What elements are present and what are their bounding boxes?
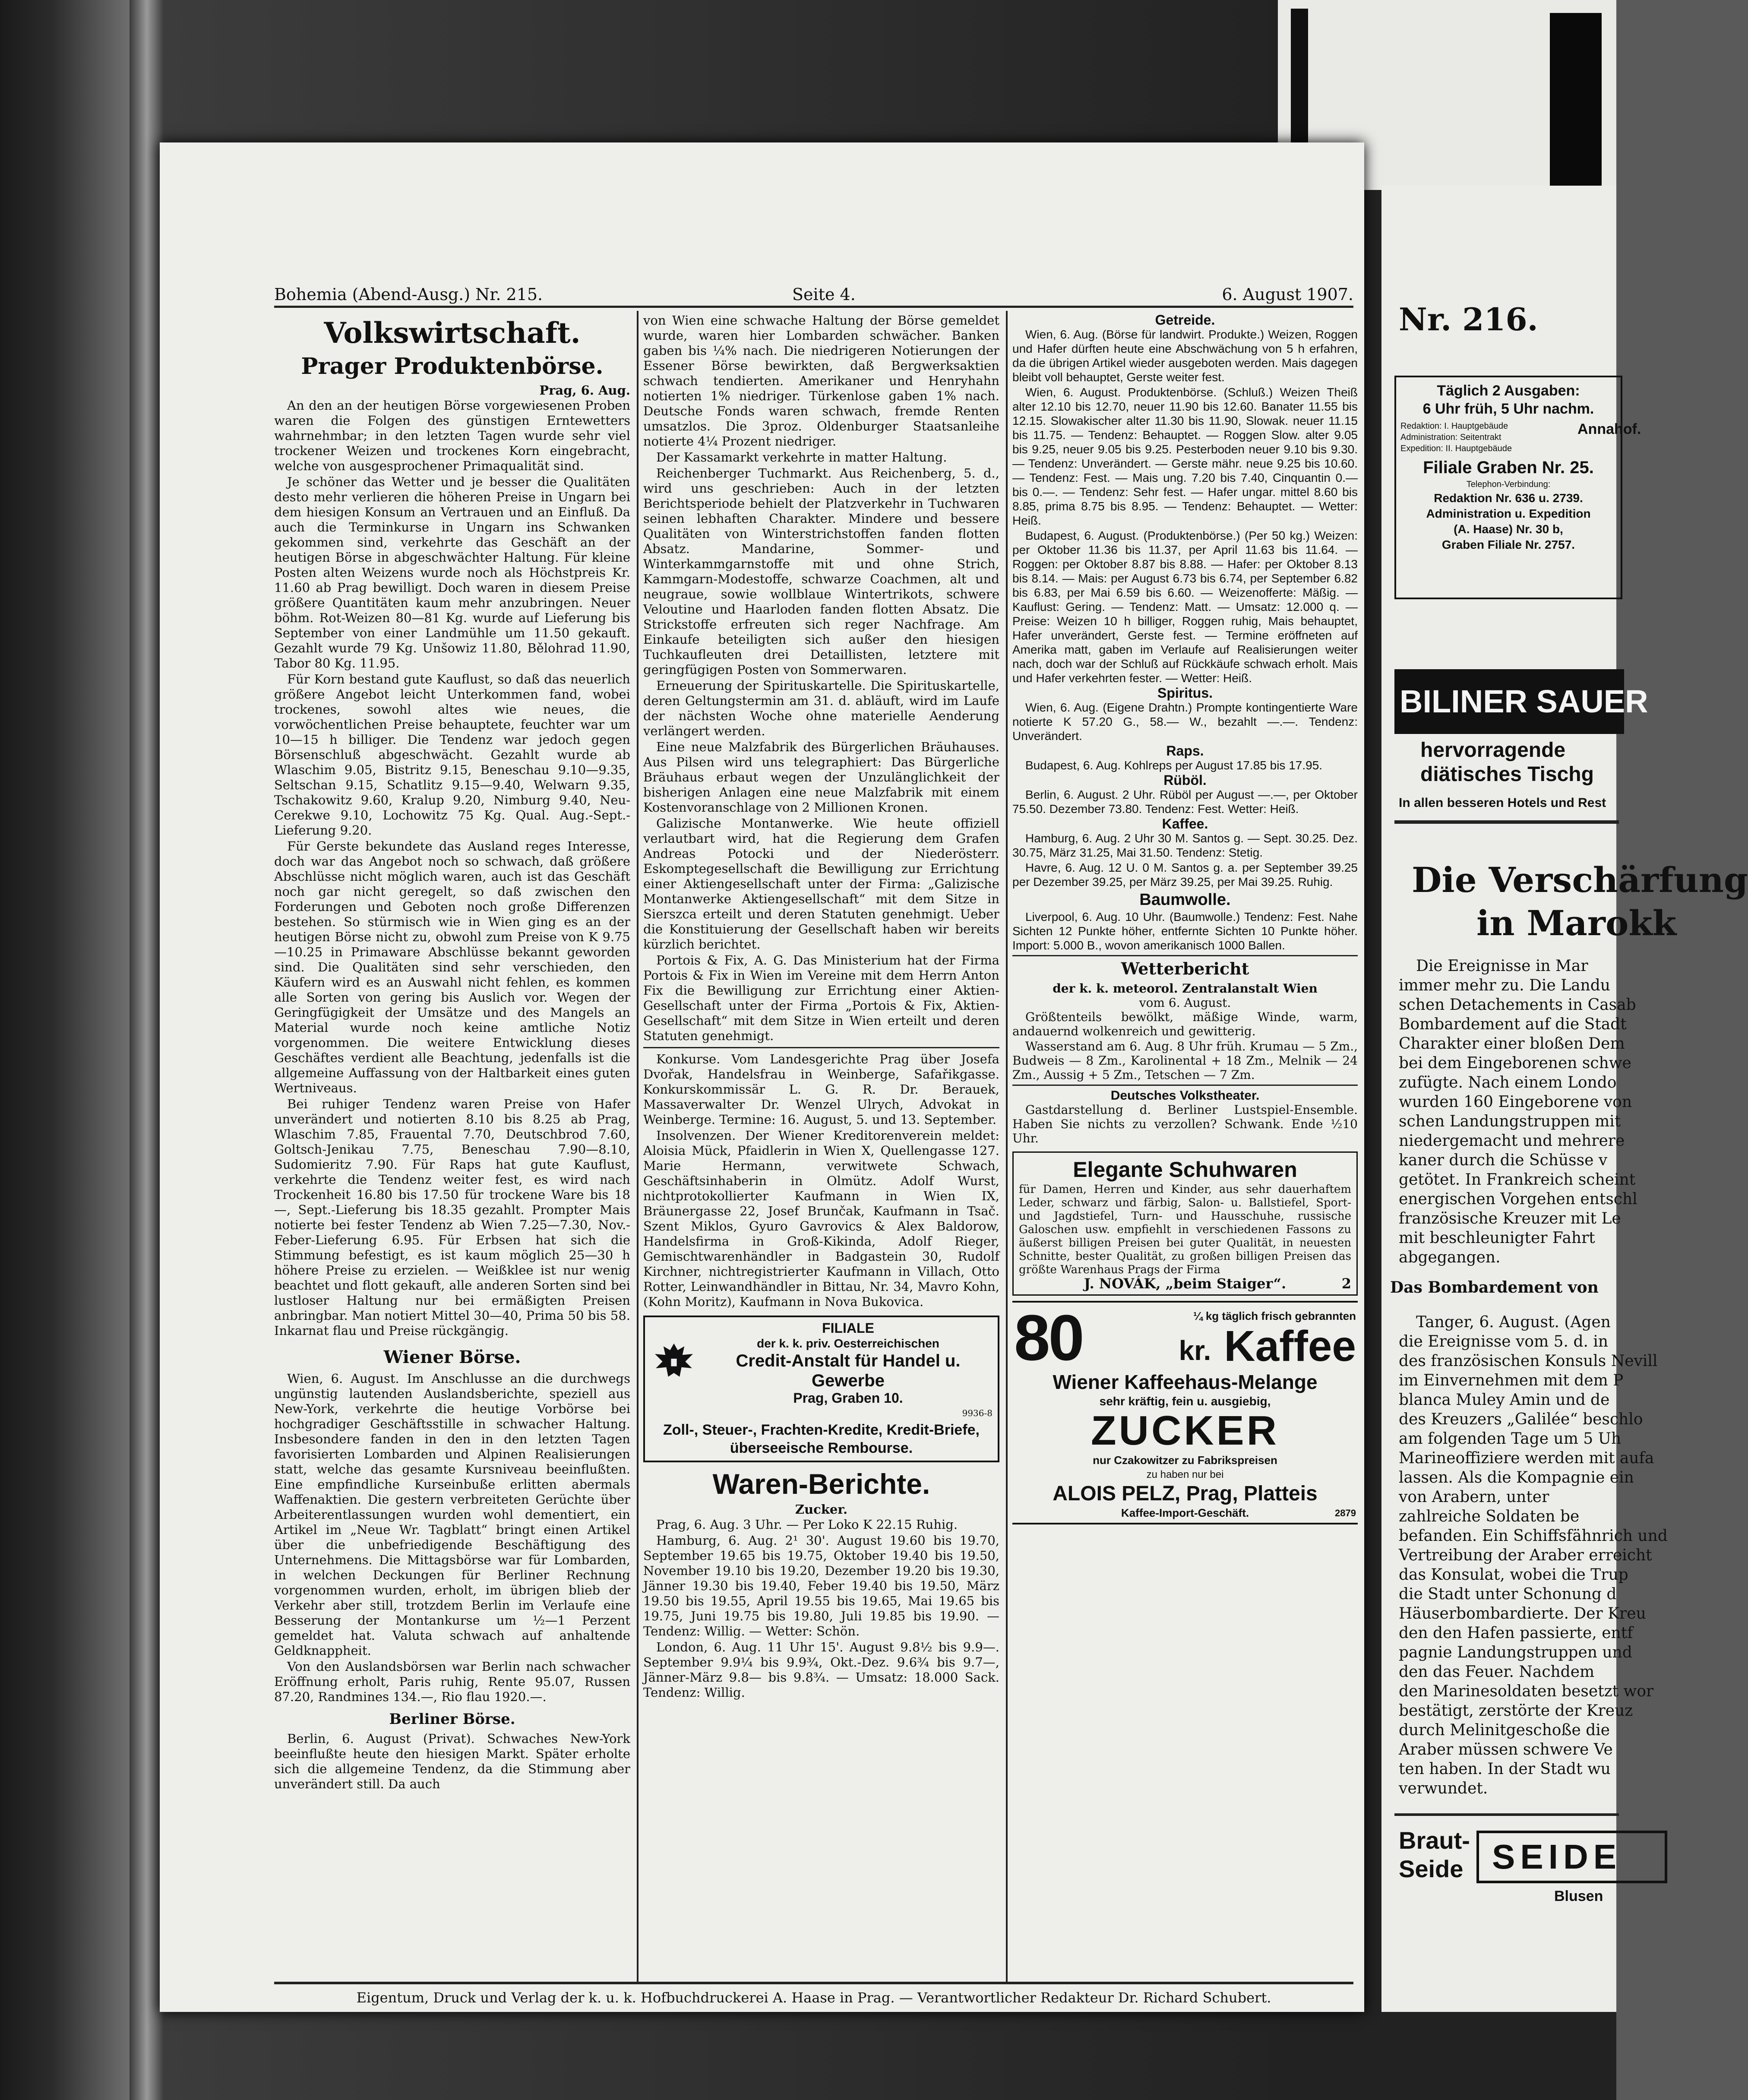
- dateline: vom 6. August.: [1139, 996, 1231, 1010]
- text-line: Marineoffiziere werden mit aufa: [1399, 1449, 1654, 1467]
- paragraph: von Wien eine schwache Haltung der Börse gemeldet wurde, waren hier Lombarden schwächer. Banken gaben bis ¼% nach. Die niedrigeren Notierungen der Essener Börse bewirkten, daß Bergwerksaktien schwach tendierten. Amerikaner und Henryhahn notierten 1% niedriger. Türkenlose gaben 1% nach. Deutsche Fonds waren schwach, fremde Renten umsatzlos. Die 3proz. Oldenburger Staatsanleihe notierte 4¼ Prozent niedriger.: [643, 313, 999, 449]
- text-line: des Kreuzers „Galilée“ beschlo: [1399, 1411, 1643, 1428]
- issue-number: Nr. 216.: [1399, 301, 1538, 338]
- paragraph: Insolvenzen. Der Wiener Kreditorenverein meldet: Aloisia Mück, Pfaidlerin in Wien X, Quellengasse 127. Marie Hermann, verwitwete Schwach, Geschäftsinhaberin in Olmütz. Adolf Wurst, nichtprotokollierter Kaufmann in Wien IX, Bräunergasse 22, Josef Brunčak, Kaufmann in Tsač. Szent Miklos, Gyuro Gavrovics & Alex Baldorow, Handelsfirma in Groß-Kikinda, Adolf Rieger, Gemischtwarenhändler in Badgastein 30, Rudolf Kirchner, nichtregistrierter Kaufmann in Villach, Otto Rotter, Leinwandhändler in Bittau, Nr. 34, Mavro Kohn, (Kohn Moritz), Kaufmann in Nova Bukovica.: [643, 1128, 999, 1309]
- paragraph: Reichenberger Tuchmarkt. Aus Reichenberg, 5. d., wird uns geschrieben: Auch in der letzten Berichtsperiode behielt der Platzverkehr in Tuchwaren seinen lebhaften Charakter. Mindere und bessere Qualitäten von Winterstrichstoffen fanden flotten Absatz. Mandarine, Sommer- und Winterkammgarnstoffe mit und ohne Strich, Kammgarn-Modestoffe, schwarze Coachmen, alt und neugraue, sowie wollblaue Wintertrikots, schwere Veloutine und Haarloden fanden flotten Absatz. Die Strickstoffe erfreuten sich reger Nachfrage. Am Einkaufe beteiligten sich außer den hiesigen Tuchkaufleuten drei Detaillisten, letztere mit geringfügigen Posten von Sommerwaren.: [643, 466, 999, 677]
- text-line: lassen. Als die Kompagnie ein: [1399, 1469, 1634, 1486]
- subheading: Wiener Börse.: [383, 1347, 521, 1367]
- paragraph: An den an der heutigen Börse vorgewiesenen Proben waren die Folgen des günstigen Erntewetters wahrnehmbar; in den letzten Tagen wurde sehr viel trockener Weizen und trockenes Korn eingebracht, welche von ausgesprochener Primaqualität sind.: [274, 398, 630, 473]
- biliner-banner: BILINER SAUER: [1394, 669, 1624, 734]
- text-line: französische Kreuzer mit Le: [1399, 1210, 1621, 1227]
- ad-line: der k. k. priv. Oesterreichischen: [757, 1337, 939, 1350]
- info-line: Redaktion: I. Hauptgebäude: [1400, 421, 1508, 431]
- text-line: die Ereignisse vom 5. d. in: [1399, 1333, 1609, 1350]
- coffee-advertisement: [1012, 1301, 1358, 1524]
- paragraph: Budapest, 6. Aug. Kohlreps per August 17.85 bis 17.95.: [1025, 759, 1323, 772]
- subheading: Rüböl.: [1163, 772, 1207, 788]
- text-line: mit beschleunigter Fahrt: [1399, 1229, 1595, 1247]
- text-line: das Konsulat, wobei die Trup: [1399, 1566, 1628, 1584]
- paragraph: Berlin, 6. August (Privat). Schwaches New-York beeinflußte heute den hiesigen Markt. Später erholte sich die allgemeine Tendenz, da die Stimmung aber unverändert still. Da auch: [274, 1731, 630, 1791]
- info-line: 6 Uhr früh, 5 Uhr nachm.: [1422, 401, 1594, 417]
- column-3: [1012, 313, 1358, 1984]
- paragraph: Eine neue Malzfabrik des Bürgerlichen Bräuhauses. Aus Pilsen wird uns telegraphiert: Das Bürgerliche Bräuhaus erbaut wegen der Unzulänglichkeit der bisherigen Anlagen eine neue Malzfabrik mit einem Kostenvoranschlage von 2 Millionen Kronen.: [643, 740, 999, 815]
- info-line: Administration u. Expedition: [1426, 507, 1591, 520]
- ad-line: ¼ kg täglich frisch gebrannten: [1193, 1309, 1356, 1322]
- ad-firm: [1019, 1277, 1351, 1291]
- paragraph: Wasserstand am 6. Aug. 8 Uhr früh. Krumau — 5 Zm., Budweis — 8 Zm., Karolinental + 18 Zm., Melnik — 24 Zm., Aussig + 5 Zm., Tetschen — 7 Zm.: [1012, 1039, 1358, 1082]
- text-line: Die Ereignisse in Mar: [1416, 957, 1588, 975]
- text-line: Häuserbombardierte. Der Kreu: [1399, 1605, 1646, 1622]
- subheading: Wetterbericht: [1121, 959, 1249, 978]
- telephone-list: [1396, 490, 1621, 553]
- dateline: Prag, 6. Aug.: [539, 383, 630, 398]
- column-2: [643, 313, 999, 1984]
- paragraph: Für Korn bestand gute Kauflust, so daß das neuerlich größere Angebot leicht Unterkommen fand, wobei trockenes, sowohl altes wie neues, die vorwöchentlichen Preise behauptete, feuchter war um 10—15 h billiger. Die Tendenz war jedoch gegen Börsenschluß abgeschwächt. Gezahlt wurde ab Wlaschim 9.05, Bistritz 9.15, Beneschau 9.10—9.35, Seltschan 9.15, Schatlitz 9.15—9.40, Welwarn 9.35, Tschakowitz 9.60, Kralup 9.20, Nimburg 9.40, Neu-Cerekwe 9.10, Lochowitz 75 Kg. Qual. Aug.-Sept.-Lieferung 9.20.: [274, 672, 630, 838]
- headline: Die Verschärfung: [1412, 860, 1748, 900]
- paragraph: Berlin, 6. August. 2 Uhr. Rüböl per August —.—, per Oktober 75.50. Dezember 73.80. Tendenz: Fest. Wetter: Heiß.: [1012, 788, 1358, 816]
- ad-code: 2879: [1335, 1508, 1356, 1518]
- paragraph: Von den Auslandsbörsen war Berlin nach schwacher Eröffnung erholt, Paris ruhig, Rente 95.07, Russen 87.20, Randmines 134.—, Rio flau 1920.—.: [274, 1659, 630, 1704]
- text-line: getötet. In Frankreich scheint: [1399, 1171, 1636, 1189]
- info-line: Redaktion Nr. 636 u. 2739.: [1434, 491, 1583, 505]
- ad-firm: ALOIS PELZ, Prag, Platteis: [1053, 1482, 1318, 1505]
- book-binding: [130, 0, 164, 2100]
- shoe-advertisement: [1012, 1151, 1358, 1296]
- text-line: im Einvernehmen mit dem P: [1399, 1372, 1624, 1389]
- text-line: des französischen Konsuls Nevill: [1399, 1352, 1658, 1370]
- editions: [1396, 377, 1621, 418]
- paragraph: Havre, 6. Aug. 12 U. 0 M. Santos g. a. per September 39.25 per Dezember 39.25, per März 39.25, per Mai 39.25. Ruhig.: [1012, 861, 1358, 889]
- text-line: ten haben. In der Stadt wu: [1399, 1760, 1611, 1778]
- info-line: Graben Filiale Nr. 2757.: [1441, 538, 1575, 551]
- headline: in Marokk: [1476, 903, 1677, 943]
- next-page: [1381, 186, 1748, 2012]
- paragraph: Wien, 6. Aug. (Börse für landwirt. Produkte.) Weizen, Roggen und Hafer dürften heute eine Abschwächung von 5 h erfahren, da die übrigen Artikel wieder ausgeboten werden. Mais dagegen bleibt voll behauptet, Gerste weiter fest.: [1012, 328, 1358, 384]
- imprint: Eigentum, Druck und Verlag der k. u. k. Hofbuchdruckerei A. Haase in Prag. — Verantwortlicher Redakteur Dr. Richard Schubert.: [356, 1989, 1271, 2006]
- text-line: wurden 160 Eingeborene von: [1399, 1093, 1632, 1111]
- text-line: zufügte. Nach einem Londo: [1399, 1074, 1617, 1091]
- ad-line: zu haben nur bei: [1146, 1469, 1224, 1480]
- paragraph: Galizische Montanwerke. Wie heute offiziell verlautbart wird, hat die Regierung dem Grafen Andreas Potocki und der Niederösterr. Eskomptegesellschaft die Bewilligung zur Errichtung einer Aktiengesellschaft unter der Firma: „Galizische Montanwerke Aktiengesellschaft“ mit dem Sitze in Sierszca erteilt und deren Statuten genehmigt. Ueber die Konstituierung der Gesellschaft haben wir bereits kürzlich berichtet.: [643, 816, 999, 952]
- info-line: Expedition: II. Hauptgebäude: [1400, 444, 1512, 453]
- footer-rule: [274, 1982, 1353, 1984]
- text-line: schen Landungstruppen mit: [1399, 1113, 1621, 1130]
- text-line: die Stadt unter Schonung d: [1399, 1585, 1617, 1603]
- ad-line: sehr kräftig, fein u. ausgiebig,: [1099, 1395, 1271, 1408]
- ad-title: Elegante Schuhwaren: [1073, 1158, 1297, 1182]
- text-line: blanca Muley Amin und de: [1399, 1391, 1610, 1409]
- ad-code: 9936-8: [962, 1408, 993, 1418]
- ad-line: Prag, Graben 10.: [793, 1390, 903, 1406]
- text-line: am folgenden Tage um 5 Uh: [1399, 1430, 1622, 1448]
- blusen: Blusen: [1554, 1888, 1603, 1904]
- dark-edge: [1550, 13, 1602, 186]
- ad-line: hervorragende: [1420, 739, 1566, 762]
- text-line: zahlreiche Soldaten be: [1399, 1508, 1580, 1525]
- subheading: Zucker.: [795, 1502, 848, 1517]
- braut-seide-ad: [1399, 1826, 1470, 1883]
- ad-line: Kaffee-Import-Geschäft.: [1121, 1506, 1249, 1519]
- ad-word: Kaffee: [1224, 1322, 1356, 1370]
- column-rule: [1006, 311, 1008, 1982]
- text-line: abgegangen.: [1399, 1249, 1501, 1266]
- info-line: (A. Haase) Nr. 30 b,: [1454, 522, 1563, 536]
- text-line: den Marinesoldaten besetzt wor: [1399, 1683, 1654, 1700]
- info-line: Täglich 2 Ausgaben:: [1437, 383, 1580, 399]
- ad-line: nur Czakowitzer zu Fabrikspreisen: [1093, 1454, 1277, 1467]
- newspaper-page: [160, 142, 1364, 2012]
- subheading: Berliner Börse.: [389, 1711, 515, 1728]
- paper-name: Bohemia (Abend-Ausg.) Nr. 215.: [274, 285, 543, 304]
- ad-number: 2: [1341, 1275, 1351, 1292]
- ad-price: 80: [1014, 1301, 1083, 1374]
- text-line: von Arabern, unter: [1399, 1488, 1549, 1506]
- subheading: Das Bombardement von: [1390, 1278, 1599, 1297]
- biliner-text: [1420, 738, 1594, 787]
- subheading: Spiritus.: [1157, 685, 1213, 701]
- text-line: durch Melinitgeschoße die: [1399, 1721, 1610, 1739]
- subheading: Getreide.: [1155, 312, 1215, 328]
- paragraph: London, 6. Aug. 11 Uhr 15'. August 9.8¹⁄₂ bis 9.9—. September 9.9¹⁄₄ bis 9.9³⁄₄, Okt.-Dez. 9.6³⁄₄ bis 9.7—, Jänner-März 9.8— bis 9.8³⁄₄. — Umsatz: 18.000 Sack. Tendenz: Willig.: [643, 1640, 999, 1700]
- paragraph: Größtenteils bewölkt, mäßige Winde, warm, andauernd wolkenreich und gewitterig.: [1012, 1010, 1358, 1038]
- text-line: bestätigt, zerstörte der Kreuz: [1399, 1702, 1633, 1720]
- paragraph: Je schöner das Wetter und je besser die Qualitäten desto mehr verlieren die höheren Preise in Ungarn bei dem hiesigen Konsum an Vertrauen und an Einfluß. Da auch die Terminkurse in Ungarn ins Schwanken gekommen sind, verkehrte das Geschäft an der heutigen Börse in abgeschwächter Haltung. Für kleine Posten alten Weizens wurde noch als Höchstpreis Kr. 11.60 ab Prag bewilligt. Doch waren in diesem Preise größere Quantitäten kaum mehr anzubringen. Neuer böhm. Rot-Weizen 80—81 Kg. wurde auf Lieferung bis September von einer Landmühle um 11.50 gekauft. Gezahlt wurde 79 Kg. Unšowiz 11.80, Bělohrad 11.90, Tabor 80 Kg. 11.95.: [274, 474, 630, 670]
- subheading: Kaffee.: [1162, 816, 1208, 832]
- text-line: energischen Vorgehen entschl: [1399, 1190, 1637, 1208]
- text-line: Bombardement auf die Stadt: [1399, 1015, 1627, 1033]
- ad-line: FILIALE: [822, 1320, 874, 1336]
- ad-unit: kr.: [1179, 1335, 1211, 1366]
- article-text: [1399, 1312, 1668, 1798]
- double-eagle-icon: [650, 1340, 698, 1387]
- subheading: Deutsches Volkstheater.: [1110, 1088, 1260, 1103]
- text-line: bei dem Eingeborenen schwe: [1399, 1054, 1631, 1072]
- divider: [1394, 820, 1619, 824]
- text-line: Charakter einer bloßen Dem: [1399, 1035, 1625, 1053]
- paragraph: Hamburg, 6. Aug. 2 Uhr 30 M. Santos g. — Sept. 30.25. Dez. 30.75, März 31.25, Mai 31.50. Tendenz: Stetig.: [1012, 832, 1358, 859]
- column-1: [274, 313, 630, 1984]
- text-line: den den Hafen passierte, entf: [1399, 1624, 1633, 1642]
- issue-date: 6. August 1907.: [1222, 285, 1353, 304]
- bank-advertisement: [643, 1316, 999, 1462]
- header-rule: [274, 306, 1353, 308]
- subheading: der k. k. meteorol. Zentralanstalt Wien: [1053, 981, 1318, 996]
- subheading: Baumwolle.: [1139, 891, 1231, 909]
- info-line: Filiale Graben Nr. 25.: [1423, 458, 1594, 477]
- section-title: Waren-Berichte.: [712, 1468, 930, 1500]
- text-line: Tanger, 6. August. (Agen: [1416, 1313, 1611, 1331]
- paragraph: Hamburg, 6. Aug. 2¹ 30'. August 19.60 bis 19.70, September 19.65 bis 19.75, Oktober 19.40 bis 19.50, November 19.10 bis 19.20, Dezember 19.20 bis 19.30, Jänner 19.30 bis 19.40, Feber 19.40 bis 19.50, März 19.50 bis 19.55, April 19.55 bis 19.65, Mai 19.65 bis 19.75, Juni 19.75 bis 19.80, Juli 19.85 bis 19.90. — Tendenz: Willig. — Wetter: Schön.: [643, 1533, 999, 1638]
- text-line: den das Feuer. Nachdem: [1399, 1663, 1595, 1681]
- ad-text: für Damen, Herren und Kinder, aus sehr dauerhaftem Leder, schwarz und färbig, Salon- u. Ballstiefel, Sport- und Jagdstiefel, Turn- und Hausschuhe, russische Galoschen usw. empfiehlt in verschiedenen Fassons zu äußerst billigen Preisen bei guter Qualität, in neuesten Schnitte, bester Qualität, zu großen billigen Preisen das größte Warenhaus Prags der Firma: [1019, 1183, 1351, 1276]
- text-line: niedergemacht und mehrere: [1399, 1132, 1625, 1150]
- ad-word: ZUCKER: [1091, 1407, 1279, 1454]
- text-line: pagnie Landungstruppen und: [1399, 1644, 1632, 1661]
- paragraph: Bei ruhiger Tendenz waren Preise von Hafer unverändert und notierten 8.10 bis 8.25 ab Prag, Wlaschim 7.85, Frauental 7.70, Deutschbrod 7.60, Goltsch-Jenikau 7.75, Beneschau 7.90—8.10, Sudomieritz 7.90. Für Raps hat gute Kauflust, verkehrte die Tendenz weiter fest, es wird nach Trockenheit 16.80 bis 17.50 für trockene Ware bis 18—, Sept.-Lieferung bis 18.35 gezahlt. Prompter Mais notierte bei fester Tendenz ab Wien 7.25—7.30, Nov.-Feber-Lieferung 6.95. Für Erbsen hat sich die Stimmung befestigt, es ist kaum möglich 25—30 h höhere Preise zu erzielen. — Weißklee ist nur wenig beachtet und flott gekauft, alle anderen Sorten sind bei lustloser Haltung nur bei ermäßigten Preisen anbringbar. Man notiert Mittel 30—40, Prima 50 bis 58. Inkarnat flau und Preise rückgängig.: [274, 1097, 630, 1338]
- subheading: Raps.: [1166, 743, 1204, 759]
- paragraph: Gastdarstellung d. Berliner Lustspiel-Ensemble. Haben Sie nichts zu verzollen? Schwank. Ende ½10 Uhr.: [1012, 1103, 1358, 1145]
- page-header: [274, 285, 1353, 302]
- divider: [1012, 955, 1358, 956]
- ad-line: Braut-: [1399, 1827, 1470, 1854]
- paragraph: Der Kassamarkt verkehrte in matter Haltung.: [656, 450, 947, 465]
- text-line: immer mehr zu. Die Landu: [1399, 977, 1610, 994]
- paragraph: Prag, 6. Aug. 3 Uhr. — Per Loko K 22.15 Ruhig.: [656, 1517, 958, 1532]
- subheading: Prager Produktenbörse.: [301, 353, 604, 380]
- info-line: Annahof.: [1577, 421, 1641, 437]
- ad-line: Zoll-, Steuer-, Frachten-Kredite, Kredit-Briefe, überseeische Rembourse.: [663, 1422, 980, 1456]
- paragraph: Für Gerste bekundete das Ausland reges Interesse, doch war das Angebot noch so schwach, daß größere Abschlüsse nicht möglich waren, auch ist das Geschäft noch gar nicht geregelt, so daß zwischen den Forderungen und Geboten noch große Differenzen bestehen. So stürmisch wie in Wien ging es an der heutigen Börse nicht zu, obwohl zum Preise von K 9.75—10.25 in Primaware Abschlüsse bekannt geworden sind. Die Qualitäten sind sehr verschieden, den Käufern wird es an Auswahl nicht fehlen, es kommen alle Sorten von gering bis Auslich vor. Wegen der Geringfügigkeit der Umsätze und des Mangels an Material wurde noch keine amtliche Notiz vorgenommen. Die weitere Entwicklung dieses Geschäftes verdient alle Beachtung, jedenfalls ist die allgemeine Auffassung von der Haltbarkeit eines guten Wertniveaus.: [274, 839, 630, 1095]
- paragraph: Wien, 6. August. Produktenbörse. (Schluß.) Weizen Theiß alter 12.10 bis 12.70, neuer 11.90 bis 12.60. Banater 11.55 bis 12.15. Slowakischer alter 11.30 bis 11.90, Slowak. neuer 11.15 bis 11.75. — Tendenz: Behauptet. — Roggen Slow. alter 9.05 bis 9.25, neuer 9.05 bis 9.25. Pesterboden neuer 9.10 bis 9.30. — Tendenz: Unverändert. — Gerste mähr. neue 9.25 bis 10.60. — Tendenz: Fest. — Mais ung. 7.20 bis 7.40, Cinquantin 0.— bis 0.—. — Tendenz: Sehr fest. — Hafer ungar. mittel 8.60 bis 8.85, prima 8.75 bis 8.95. — Tendenz: Behauptet. — Wetter: Heiß.: [1012, 386, 1358, 527]
- paragraph: Wien, 6. August. Im Anschlusse an die durchwegs ungünstig lautenden Auslandsberichte, speziell aus New-York, verkehrte die heutige Vorbörse bei hochgradiger Geschäftsstille in schwacher Haltung. Insbesondere fanden in den in den letzten Tagen favorisierten Lombarden und Alpinen Realisierungen statt, welche das gesamte Kursniveau beeinflußten. Eine empfindliche Kurseinbuße erlitten abermals Waffenaktien. Die gestern verbreiteten Gerüchte über Arbeiterentlassungen wurden wohl dementiert, ein Artikel im „Neue Wr. Tagblatt“ bringt einen Artikel über die unbefriedigende Beschäftigung des Unternehmens. Die Mittagsbörse war für Lombarden, in welchen Deckungen für Berliner Rechnung vorgenommen wurden, erholt, im übrigen blieb der Verkehr aber still, trotzdem Berlin im Verlaufe eine Besserung der Montankurse um ½—1 Perzent gemeldet hat. Valuta schwach auf anhaltende Geldknappheit.: [274, 1371, 630, 1658]
- ad-line: Wiener Kaffeehaus-Melange: [1053, 1371, 1318, 1393]
- paragraph: Liverpool, 6. Aug. 10 Uhr. (Baumwolle.) Tendenz: Fest. Nahe Sichten 12 Punkte höher, entfernte Sichten 10 Punkte höher. Import: 5.000 B., wovon amerikanisch 1000 Ballen.: [1012, 910, 1358, 952]
- column-rule: [637, 311, 639, 1982]
- page-number: Seite 4.: [792, 285, 856, 304]
- text-line: schen Detachements in Casab: [1399, 996, 1636, 1014]
- info-line: Administration: Seitentrakt: [1400, 433, 1501, 442]
- divider: [1394, 1813, 1619, 1816]
- divider: [643, 1047, 999, 1048]
- ad-line: Credit-Anstalt für Handel u. Gewerbe: [736, 1351, 961, 1390]
- ad-footer: [1014, 1506, 1356, 1520]
- paragraph: Konkurse. Vom Landesgerichte Prag über Josefa Dvořak, Handelsfrau in Weinberge, Safařikgasse. Konkurskommissär L. G. R. Dr. Berauek, Massaverwalter Dr. Wenzel Ulrych, Advokat in Weinberge. Termine: 16. August, 5. und 13. September.: [643, 1052, 999, 1127]
- ad-line: Seide: [1399, 1855, 1464, 1882]
- info-box: [1394, 376, 1641, 599]
- text-line: Vertreibung der Araber erreicht: [1399, 1547, 1652, 1564]
- section-title: Volkswirtschaft.: [324, 316, 581, 350]
- article-text: [1399, 956, 1637, 1267]
- paragraph: Wien, 6. Aug. (Eigene Drahtn.) Prompte kontingentierte Ware notierte K 57.20 G., 58.— W., bezahlt —.—. Tendenz: Unverändert.: [1012, 701, 1358, 743]
- text-line: Araber müssen schwere Ve: [1399, 1741, 1613, 1758]
- offices: [1396, 418, 1641, 457]
- ad-line: diätisches Tischg: [1420, 763, 1594, 786]
- paragraph: Portois & Fix, A. G. Das Ministerium hat der Firma Portois & Fix in Wien im Vereine mit dem Herrn Anton Fix die Bewilligung zur Errichtung einer Aktien-Gesellschaft unter der Firma „Portois & Fix, Aktien-Gesellschaft“ mit dem Sitze in Wien erteilt und deren Statuten genehmigt.: [643, 953, 999, 1043]
- text-line: verwundet.: [1399, 1780, 1488, 1797]
- paragraph: Erneuerung der Spirituskartelle. Die Spirituskartelle, deren Geltungstermin am 31. d. abläuft, wird im Laufe der nächsten Woche ohne materielle Aenderung verlängert werden.: [643, 678, 999, 738]
- seide-box: SEIDE: [1476, 1831, 1667, 1883]
- paragraph: Budapest, 6. August. (Produktenbörse.) (Per 50 kg.) Weizen: per Oktober 11.36 bis 11.37, per April 11.63 bis 11.64. — Roggen: per Oktober 8.87 bis 8.88. — Hafer: per Oktober 8.13 bis 8.14. — Mais: per August 6.73 bis 6.74, per September 6.82 bis 6.83, per Mai 6.59 bis 6.60. — Weizenofferte: Mäßig. — Kauflust: Gering. — Tendenz: Matt. — Umsatz: 12.000 q. — Preise: Weizen 10 h billiger, Roggen ruhig, Mais behauptet, Hafer unverändert, Gerste fest. — Termine eröffneten auf Amerika matt, gaben im Verlaufe auf Realisierungen weiter nach, doch war der Schluß auf Rückkäufe schwach erholt. Mais und Hafer verkehrten fester. — Wetter: Heiß.: [1012, 529, 1358, 685]
- ad-firm-name: J. NOVÁK, „beim Staiger“.: [1084, 1275, 1287, 1292]
- info-line: Telephon-Verbindung:: [1466, 480, 1551, 489]
- text-line: kaner durch die Schüsse v: [1399, 1151, 1608, 1169]
- divider: [1012, 1085, 1358, 1086]
- biliner-bottom: In allen besseren Hotels und Rest: [1399, 796, 1606, 810]
- text-line: befanden. Ein Schiffsfähnrich und: [1399, 1527, 1668, 1545]
